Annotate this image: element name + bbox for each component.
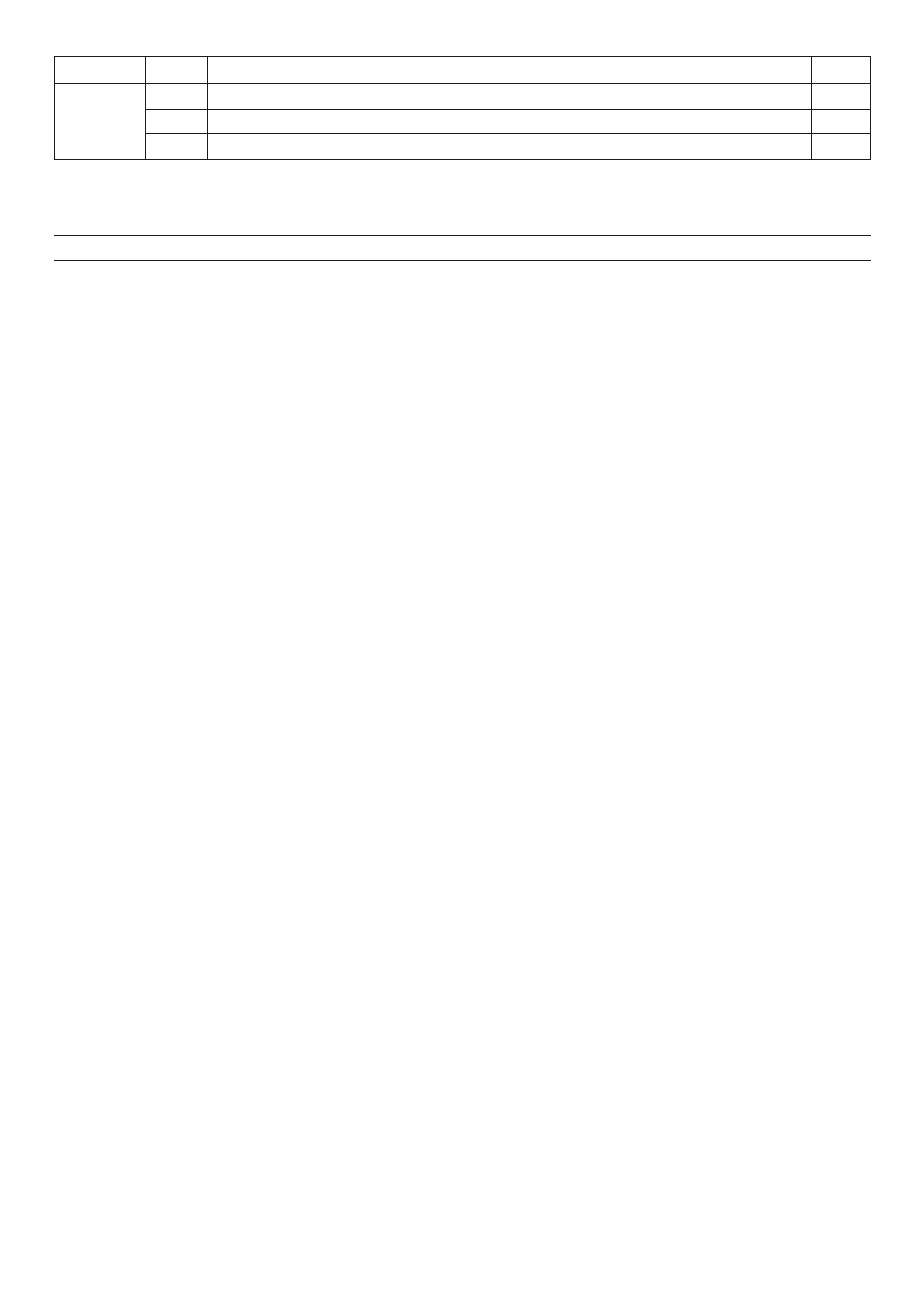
rule (54, 83, 871, 84)
rule (146, 109, 871, 110)
category-cell (54, 109, 145, 135)
category-cell (54, 60, 145, 80)
rule (207, 56, 208, 159)
rule (54, 159, 871, 160)
rule (54, 260, 871, 261)
rule (54, 56, 871, 57)
rule (146, 133, 871, 134)
rule (811, 56, 812, 159)
rule (54, 235, 871, 236)
rule (145, 56, 146, 159)
rule (870, 56, 871, 159)
